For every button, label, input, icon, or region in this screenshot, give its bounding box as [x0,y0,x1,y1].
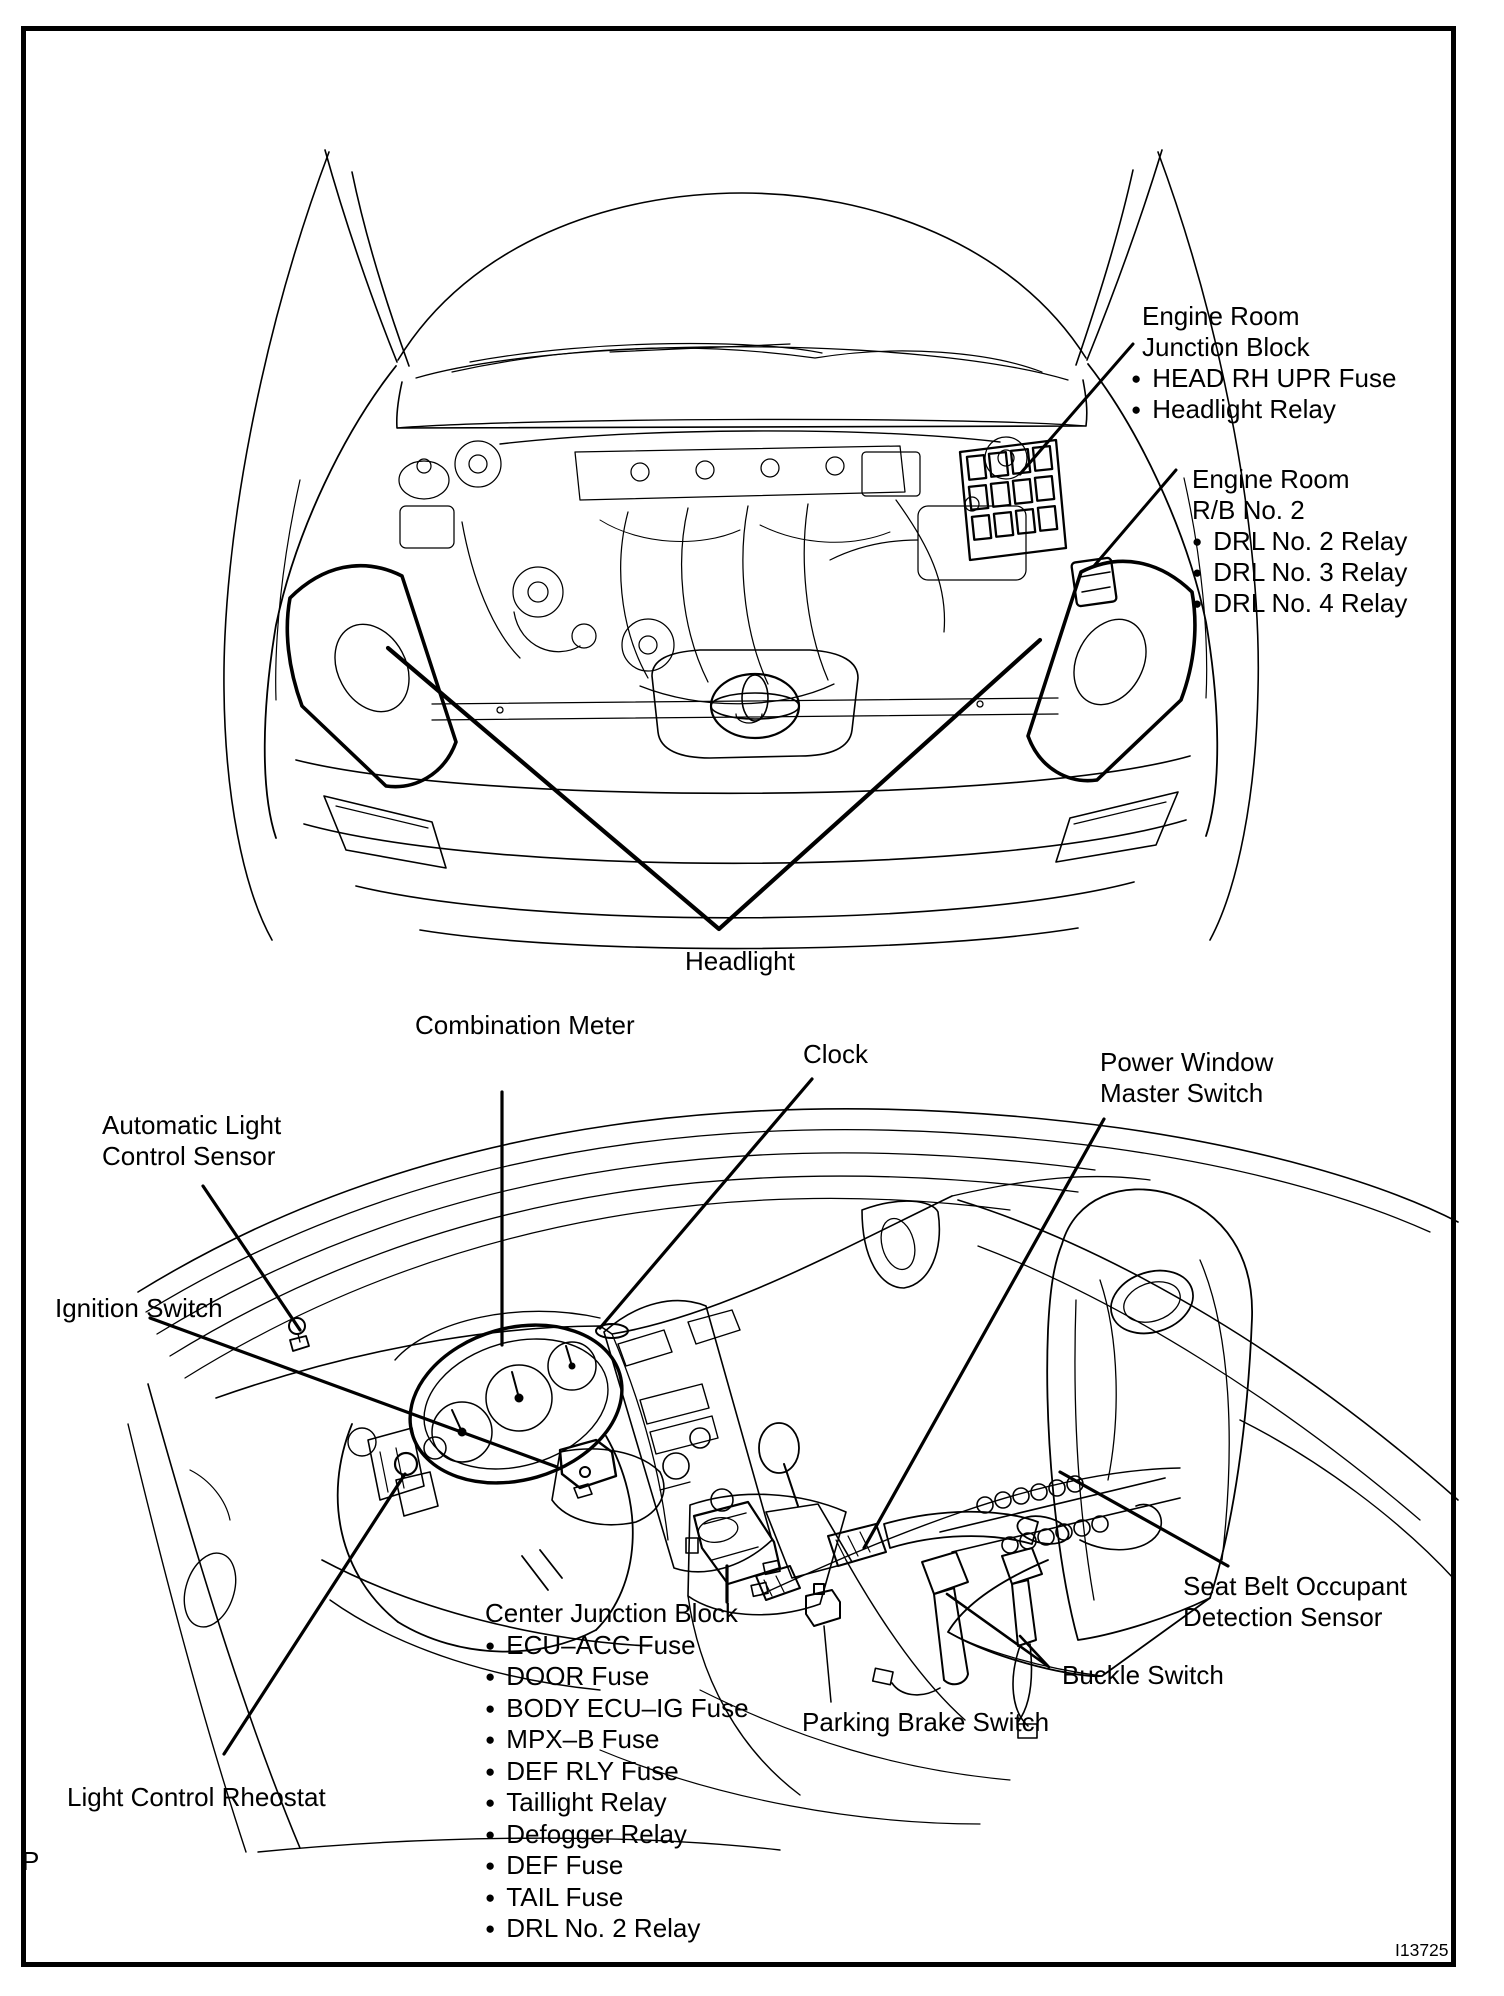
label-item: ● DRL No. 4 Relay [1192,588,1407,619]
label-item: ● DOOR Fuse [485,1661,749,1693]
engine-room-junction-block-part [960,440,1066,560]
label-line: Engine Room [1142,301,1300,331]
label-power-window-master-switch [1100,1047,1273,1109]
label-engine-room-junction-block [1131,301,1396,425]
label-automatic-light-control-sensor [102,1110,281,1172]
label-headlight: Headlight [685,946,795,976]
label-line: Detection Sensor [1183,1602,1383,1632]
front-bumper [296,650,1190,949]
label-item: ● MPX–B Fuse [485,1724,749,1756]
label-engine-room-rb2 [1192,464,1407,619]
light-control-rheostat-part [395,1453,417,1475]
label-ignition-switch: Ignition Switch [55,1293,223,1323]
auto-light-sensor-part [289,1318,309,1351]
label-item: ● DRL No. 2 Relay [1192,526,1407,557]
label-line: Automatic Light [102,1110,282,1140]
label-item: ● DEF RLY Fuse [485,1756,749,1788]
top-leader-lines [388,344,1176,929]
label-clock: Clock [803,1039,869,1069]
label-item: ● Defogger Relay [485,1819,749,1851]
label-combination-meter: Combination Meter [415,1010,635,1040]
label-line: Junction Block [1142,332,1310,362]
seat-belt-occupant-sensor-part [940,1476,1180,1553]
label-item: ● HEAD RH UPR Fuse [1131,363,1396,394]
label-line: Master Switch [1100,1078,1264,1108]
label-item: ● BODY ECU–IG Fuse [485,1693,749,1725]
center-stack [604,1301,772,1572]
label-title: Center Junction Block [485,1598,738,1628]
parking-brake-switch-part [806,1584,840,1626]
label-item: ● ECU–ACC Fuse [485,1630,749,1662]
label-item: ● DEF Fuse [485,1850,749,1882]
label-item: ● DRL No. 3 Relay [1192,557,1407,588]
label-parking-brake-switch: Parking Brake Switch [802,1707,1050,1737]
label-line: Engine Room [1192,464,1350,494]
label-item: ● Taillight Relay [485,1787,749,1819]
label-item: ● TAIL Fuse [485,1882,749,1914]
label-item: ● Headlight Relay [1131,394,1396,425]
label-line: Control Sensor [102,1141,276,1171]
toyota-emblem [711,674,799,738]
label-line: R/B No. 2 [1192,495,1305,525]
label-seat-belt-occupant-detection-sensor [1183,1571,1407,1633]
label-line: Power Window [1100,1047,1274,1077]
label-line: Seat Belt Occupant [1183,1571,1408,1601]
interior-view [138,1109,1458,1600]
page-letter: P [22,1846,40,1876]
headlight-parts [287,561,1195,786]
label-item: ● DRL No. 2 Relay [485,1913,749,1945]
figure-id: I13725 [1395,1940,1449,1960]
car-front-view [224,150,1258,940]
label-buckle-switch: Buckle Switch [1062,1660,1224,1690]
label-center-junction-block [485,1598,749,1945]
label-light-control-rheostat: Light Control Rheostat [67,1782,326,1812]
